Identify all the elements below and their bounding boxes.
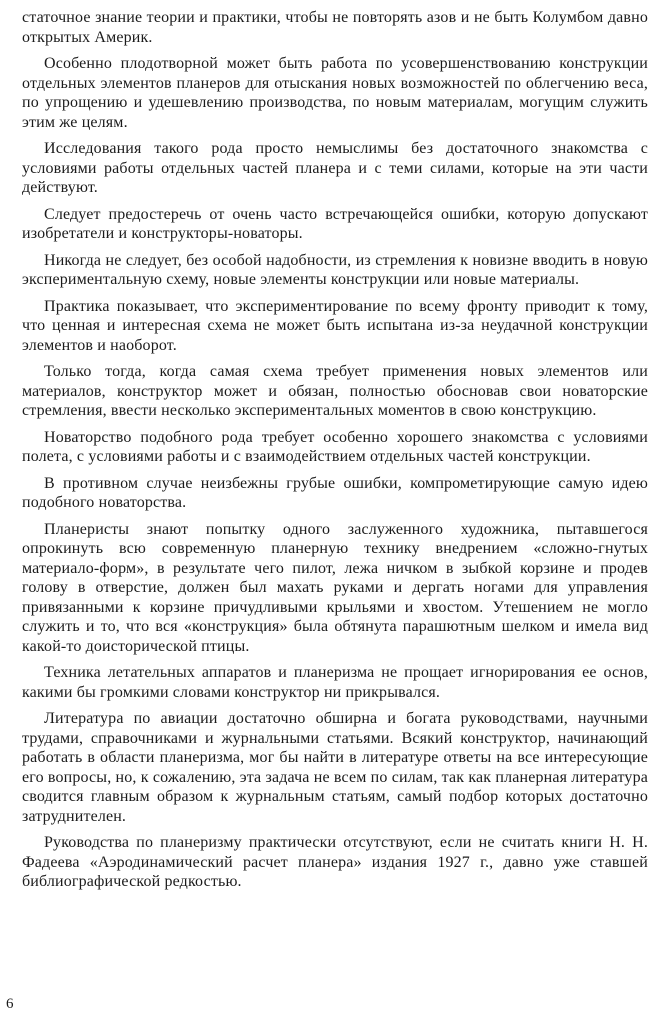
paragraph-4: Следует предостеречь от очень часто встречающейся ошибки, которую допускают изобретатели и конструкторы-новаторы. [22,205,648,242]
paragraph-8: Новаторство подобного рода требует особенно хорошего знакомства с условиями полета, с условиями работы и с взаимодействием отдельных частей конструкции. [22,428,648,465]
paragraph-2: Особенно плодотворной может быть работа по усовершенствованию конструкции отдельных элементов планеров для отыскания новых возможностей по облегчению веса, по упрощению и удешевлению производства, по новым материалам, могущим служить этим же целям. [22,55,648,131]
paragraph-9: В противном случае неизбежны грубые ошибки, компрометирующие самую идею подобного новаторства. [22,474,648,511]
paragraph-1: статочное знание теории и практики, чтобы не повторять азов и не быть Колумбом давно открытых Америк. [22,9,648,46]
page-body [22,8,648,899]
paragraph-13: Руководства по планеризму практически отсутствуют, если не считать книги Н. Н. Фадеева «Аэродинамический расчет планера» издания 1927 г., давно уже ставшей библиографической редкостью. [22,834,648,890]
paragraph-3: Исследования такого рода просто немыслимы без достаточного знакомства с условиями работы отдельных частей планера и с теми силами, которые на эти части действуют. [22,140,648,196]
paragraph-7: Только тогда, когда самая схема требует применения новых элементов или материалов, конструктор может и обязан, полностью обосновав свои новаторские стремления, ввести несколько экспериментальных моментов в свою конструкцию. [22,363,648,419]
page-number: 6 [6,996,14,1012]
paragraph-5: Никогда не следует, без особой надобности, из стремления к новизне вводить в новую экспериментальную схему, новые элементы конструкции или новые материалы. [22,251,648,288]
paragraph-10: Планеристы знают попытку одного заслуженного художника, пытавшегося опрокинуть всю современную планерную технику внедрением «сложно-гнутых материало-форм», в результате чего пилот, лежа ничком в зыбкой корзине и продев голову в отверстие, должен был махать руками и дергать ногами для управления привязанными к корзине причудливыми крыльями и хвостом. Утешением не могло служить и то, что вся «конструкция» была обтянута парашютным шелком и имела вид какой-то доисторической птицы. [22,520,648,655]
paragraph-11: Техника летательных аппаратов и планеризма не прощает игнорирования ее основ, какими бы громкими словами конструктор ни прикрывался. [22,664,648,701]
paragraph-6: Практика показывает, что экспериментирование по всему фронту приводит к тому, что ценная и интересная схема не может быть испытана из-за неудачной конструкции элементов и наоборот. [22,297,648,354]
paragraph-12: Литература по авиации достаточно обширна и богата руководствами, научными трудами, справочниками и журнальными статьями. Всякий конструктор, начинающий работать в области планеризма, мог бы найти в литературе ответы на все интересующие его вопросы, но, к сожалению, эта задача не всем по силам, так как планерная литература сводится главным образом к журнальным статьям, самый подбор которых достаточно затруднителен. [22,710,648,825]
